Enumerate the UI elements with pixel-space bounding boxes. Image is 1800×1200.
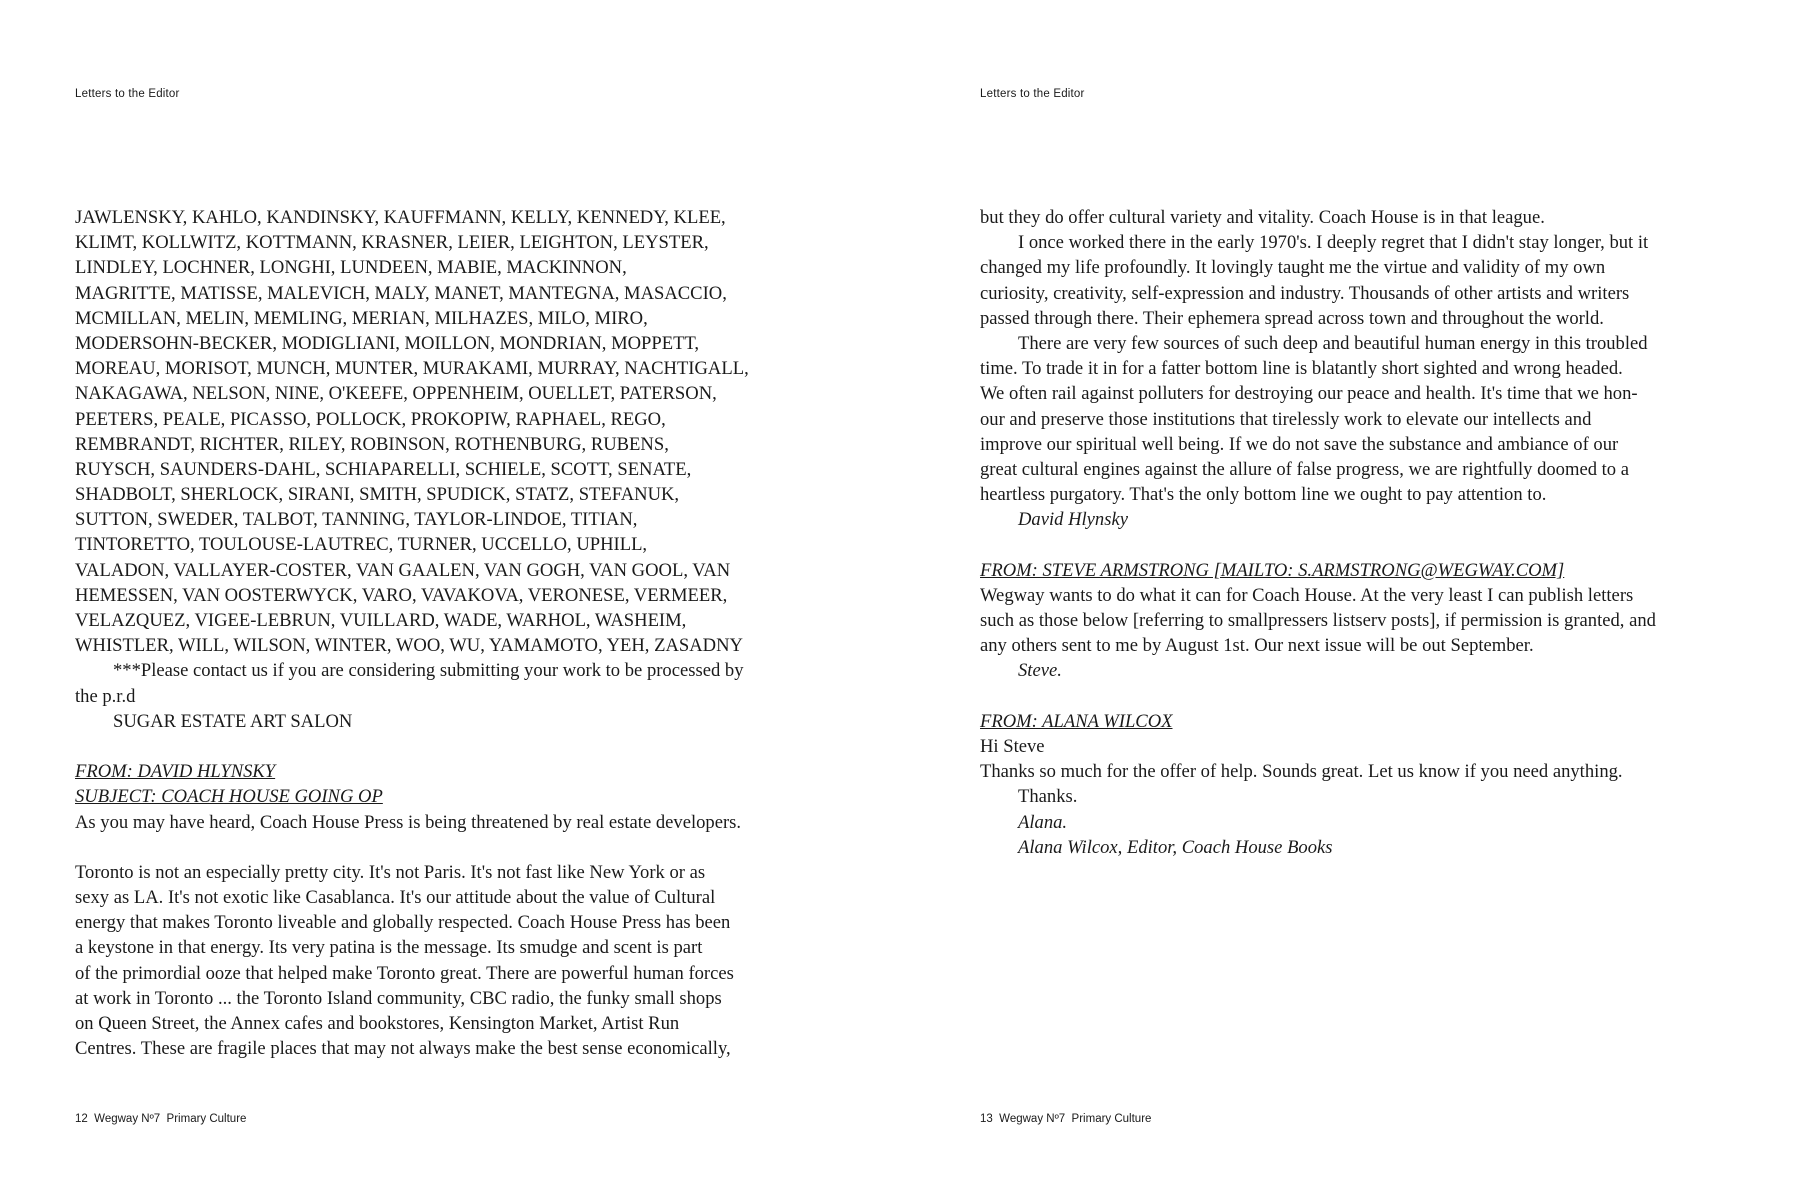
artist-list — [75, 205, 835, 658]
paragraph-line: at work in Toronto ... the Toronto Island community, CBC radio, the funky small shops — [75, 987, 722, 1009]
letter-from-david: FROM: DAVID HLYNSKY — [75, 761, 276, 783]
paragraph-line: any others sent to me by August 1st. Our next issue will be out September. — [980, 635, 1534, 657]
signature-alana-full: Alana Wilcox, Editor, Coach House Books — [1018, 836, 1333, 858]
paragraph-line: Toronto is not an especially pretty city. It's not Paris. It's not fast like New York or as — [75, 861, 706, 883]
letter-alana-body: Thanks so much for the offer of help. Sounds great. Let us know if you need anything. — [980, 761, 1623, 783]
letter-paragraph — [75, 860, 835, 1062]
artist-list-line: VALADON, VALLAYER-COSTER, VAN GAALEN, VAN GOGH, VAN GOOL, VAN — [75, 559, 731, 581]
right-body — [980, 205, 1750, 860]
thanks: Thanks. — [1018, 786, 1078, 808]
contact-note: ***Please contact us if you are considering submitting your work to be processed by — [113, 660, 744, 682]
artist-list-line: WHISTLER, WILL, WILSON, WINTER, WOO, WU, YAMAMOTO, YEH, ZASADNY — [75, 635, 743, 657]
paragraph-line: changed my life profoundly. It lovingly taught me the virtue and validity of my own — [980, 257, 1606, 279]
paragraph-line: time. To trade it in for a fatter bottom line is blatantly short sighted and wrong headed. — [980, 358, 1623, 380]
letter-subject: SUBJECT: COACH HOUSE GOING OP — [75, 786, 383, 808]
paragraph-line: Wegway wants to do what it can for Coach House. At the very least I can publish letters — [980, 584, 1634, 606]
artist-list-line: MCMILLAN, MELIN, MEMLING, MERIAN, MILHAZES, MILO, MIRO, — [75, 307, 648, 329]
letter-steve-body — [980, 583, 1750, 659]
running-head-right: Letters to the Editor — [980, 88, 1085, 100]
letter-from-steve: FROM: STEVE ARMSTRONG [MAILTO: S.ARMSTRONG@WEGWAY.COM] — [980, 559, 1565, 581]
paragraph-line: passed through there. Their ephemera spread across town and throughout the world. — [980, 307, 1604, 329]
paragraph-line: a keystone in that energy. Its very patina is the message. Its smudge and scent is part — [75, 937, 703, 959]
paragraph-line: on Queen Street, the Annex cafes and bookstores, Kensington Market, Artist Run — [75, 1013, 680, 1034]
letter-from-alana: FROM: ALANA WILCOX — [980, 710, 1173, 732]
artist-list-line: HEMESSEN, VAN OOSTERWYCK, VARO, VAVAKOVA, VERONESE, VERMEER, — [75, 584, 728, 606]
paragraph-line: heartless purgatory. That's the only bottom line we ought to pay attention to. — [980, 484, 1547, 506]
spacer — [75, 835, 835, 860]
salon-name: SUGAR ESTATE ART SALON — [113, 710, 353, 732]
paragraph-line: great cultural engines against the allure of false progress, we are rightfully doomed to a — [980, 458, 1630, 480]
paragraph-line: curiosity, creativity, self-expression and industry. Thousands of other artists and writers — [980, 282, 1630, 304]
artist-list-line: MODERSOHN-BECKER, MODIGLIANI, MOILLON, MONDRIAN, MOPPETT, — [75, 332, 700, 354]
artist-list-line: SHADBOLT, SHERLOCK, SIRANI, SMITH, SPUDICK, STATZ, STEFANUK, — [75, 484, 680, 506]
paragraph-line: of the primordial ooze that helped make Toronto great. There are powerful human forces — [75, 962, 734, 984]
artist-list-line: VELAZQUEZ, VIGEE-LEBRUN, VUILLARD, WADE, WARHOL, WASHEIM, — [75, 610, 687, 631]
paragraph-worked-there — [980, 230, 1750, 331]
paragraph-line: such as those below [referring to smallpressers listserv posts], if permission is granted, and — [980, 610, 1656, 631]
intro-line: As you may have heard, Coach House Press is being threatened by real estate developers. — [75, 811, 742, 833]
left-body — [75, 205, 835, 1061]
folio-left: 12 Wegway Nº7 Primary Culture — [75, 1113, 247, 1125]
artist-list-line: RUYSCH, SAUNDERS-DAHL, SCHIAPARELLI, SCHIELE, SCOTT, SENATE, — [75, 458, 692, 480]
paragraph-line: I once worked there in the early 1970's. I deeply regret that I didn't stay longer, but it — [1018, 232, 1649, 254]
signature-steve: Steve. — [1018, 660, 1062, 682]
paragraph-line: energy that makes Toronto liveable and globally respected. Coach House Press has been — [75, 912, 731, 934]
artist-list-line: SUTTON, SWEDER, TALBOT, TANNING, TAYLOR-LINDOE, TITIAN, — [75, 509, 638, 531]
paragraph-line: our and preserve those institutions that tirelessly work to elevate our intellects and — [980, 408, 1592, 430]
spacer — [75, 734, 835, 759]
artist-list-line: TINTORETTO, TOULOUSE-LAUTREC, TURNER, UCCELLO, UPHILL, — [75, 534, 648, 556]
right-page — [900, 0, 1800, 1200]
paragraph-line: We often rail against polluters for destroying our peace and health. It's time that we hon- — [980, 383, 1638, 405]
artist-list-line: JAWLENSKY, KAHLO, KANDINSKY, KAUFFMANN, KELLY, KENNEDY, KLEE, — [75, 207, 726, 228]
greeting: Hi Steve — [980, 735, 1045, 757]
artist-list-line: NAKAGAWA, NELSON, NINE, O'KEEFE, OPPENHEIM, OUELLET, PATERSON, — [75, 383, 717, 405]
running-head-left: Letters to the Editor — [75, 88, 180, 100]
continuation-line: but they do offer cultural variety and vitality. Coach House is in that league. — [980, 207, 1545, 228]
paragraph-line: sexy as LA. It's not exotic like Casablanca. It's our attitude about the value of Cultural — [75, 887, 716, 909]
spacer — [980, 684, 1750, 709]
paragraph-line: improve our spiritual well being. If we do not save the substance and ambiance of our — [980, 433, 1619, 455]
signature-david: David Hlynsky — [1018, 509, 1128, 531]
artist-list-line: LINDLEY, LOCHNER, LONGHI, LUNDEEN, MABIE, MACKINNON, — [75, 257, 627, 279]
contact-note-continued: the p.r.d — [75, 685, 136, 707]
spacer — [980, 532, 1750, 557]
signature-alana: Alana. — [1018, 811, 1068, 833]
paragraph-line: There are very few sources of such deep and beautiful human energy in this troubled — [1018, 332, 1648, 354]
artist-list-line: MAGRITTE, MATISSE, MALEVICH, MALY, MANET, MANTEGNA, MASACCIO, — [75, 282, 727, 304]
artist-list-line: MOREAU, MORISOT, MUNCH, MUNTER, MURAKAMI, MURRAY, NACHTIGALL, — [75, 358, 749, 380]
folio-right: 13 Wegway Nº7 Primary Culture — [980, 1113, 1152, 1125]
paragraph-human-energy — [980, 331, 1750, 507]
paragraph-line: Centres. These are fragile places that may not always make the best sense economically, — [75, 1038, 731, 1060]
artist-list-line: REMBRANDT, RICHTER, RILEY, ROBINSON, ROTHENBURG, RUBENS, — [75, 433, 669, 455]
artist-list-line: PEETERS, PEALE, PICASSO, POLLOCK, PROKOPIW, RAPHAEL, REGO, — [75, 408, 666, 430]
artist-list-line: KLIMT, KOLLWITZ, KOTTMANN, KRASNER, LEIER, LEIGHTON, LEYSTER, — [75, 232, 709, 254]
